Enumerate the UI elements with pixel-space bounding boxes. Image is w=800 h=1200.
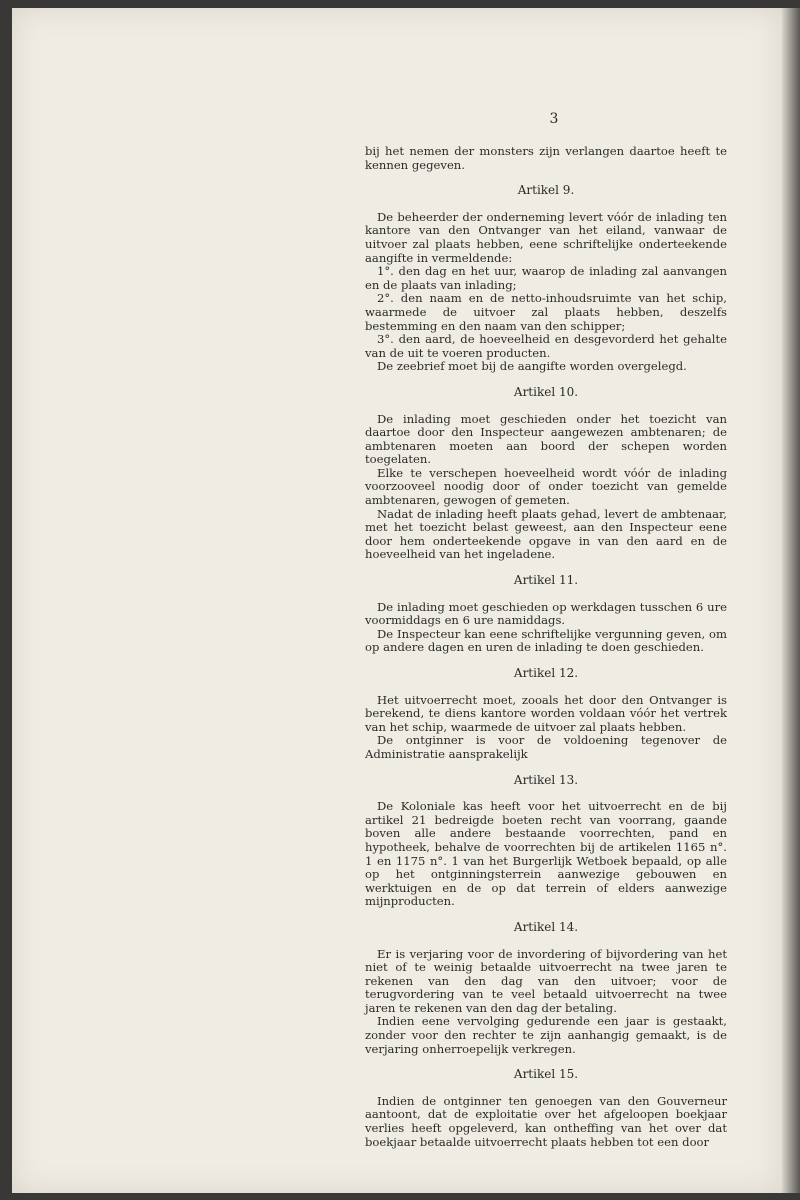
article-paragraph: Indien de ontginner ten genoegen van den Gouverneur aantoont, dat de exploitatie over het afgeloopen boekjaar verlies heeft opgeleverd, kan ontheffing van het over dat boekjaar betaalde uitvoerrecht plaats hebben tot een door [365,1093,727,1149]
article-paragraph: bij het nemen der monsters zijn verlangen daartoe heeft te kennen gegeven. [365,144,727,172]
article-paragraph: De Koloniale kas heeft voor het uitvoerrecht en de bij artikel 21 bedreigde boeten recht van voorrang, gaande boven alle andere bestaande voorrechten, pand en hypotheek, behalve de voorrechten bij de artikelen 1165 n°. 1 en 1175 n°. 1 van het Burgerlijk Wetboek bepaald, op alle op het ontginningsterrein aanwezige gebouwen en werktuigen en de op dat terrein of elders aanwezige mijnproducten. [365,799,727,909]
article-heading: Artikel 13. [513,772,579,787]
article-paragraph: 1°. den dag en het uur, waarop de inlading zal aanvangen en de plaats van inlading; [365,264,727,292]
article-heading: Artikel 15. [513,1067,579,1082]
article-paragraph: Nadat de inlading heeft plaats gehad, levert de ambtenaar, met het toezicht belast geweest, aan den Inspecteur eene door hem onderteekende opgave in van den aard en de hoeveelheid van het ingeladene. [365,506,727,562]
document-page [12,8,782,1193]
article-paragraph: De Inspecteur kan eene schriftelijke vergunning geven, om op andere dagen en uren de inlading te doen geschieden. [365,626,727,655]
article-paragraph: De beheerder der onderneming levert vóór de inlading ten kantore van den Ontvanger van het eiland, vanwaar de uitvoer zal plaats hebben, eene schriftelijke onderteekende aangifte in vermeldende: [365,209,727,265]
article-paragraph: 3°. den aard, de hoeveelheid en desgevorderd het gehalte van de uit te voeren producten. [365,332,727,360]
article-paragraph: De zeebrief moet bij de aangifte worden overgelegd. [377,359,687,374]
article-heading: Artikel 12. [513,666,579,680]
article-heading: Artikel 14. [513,919,579,934]
article-paragraph: De inlading moet geschieden onder het toezicht van daartoe door den Inspecteur aangewezen ambtenaren; de ambtenaren moeten aan boord der schepen worden toegelaten. [365,411,727,467]
article-paragraph: De ontginner is voor de voldoening tegenover de Administratie aansprakelijk [365,733,727,761]
page-number: 3 [549,111,559,127]
article-heading: Artikel 11. [513,573,579,588]
article-paragraph: Het uitvoerrecht moet, zooals het door den Ontvanger is berekend, te diens kantore worden voldaan vóór het vertrek van het schip, waarmede de uitvoer zal plaats hebben. [365,692,727,734]
article-paragraph: 2°. den naam en de netto-inhoudsruimte van het schip, waarmede de uitvoer zal plaats hebben, deszelfs bestemming en den naam van den schipper; [365,291,727,333]
article-paragraph: Er is verjaring voor de invordering of bijvordering van het niet of te weinig betaalde uitvoerrecht na twee jaren te rekenen van den dag van den uitvoer; voor de terugvordering van te veel betaald uitvoerrecht na twee jaren te rekenen van den dag der betaling. [365,946,727,1015]
article-heading: Artikel 10. [513,384,579,399]
article-heading: Artikel 9. [517,183,575,198]
article-paragraph: Elke te verschepen hoeveelheid wordt vóór de inlading voorzooveel noodig door of onder toezicht van gemelde ambtenaren, gewogen of gemeten. [365,465,727,508]
article-text-column [365,145,727,1149]
article-paragraph: De inlading moet geschieden op werkdagen tusschen 6 ure voormiddags en 6 ure namiddags. [365,599,727,628]
article-paragraph: Indien eene vervolging gedurende een jaar is gestaakt, zonder voor den rechter te zijn aanhangig gemaakt, is de verjaring onherroepelijk verkregen. [365,1014,727,1056]
page-edge [782,8,800,1193]
